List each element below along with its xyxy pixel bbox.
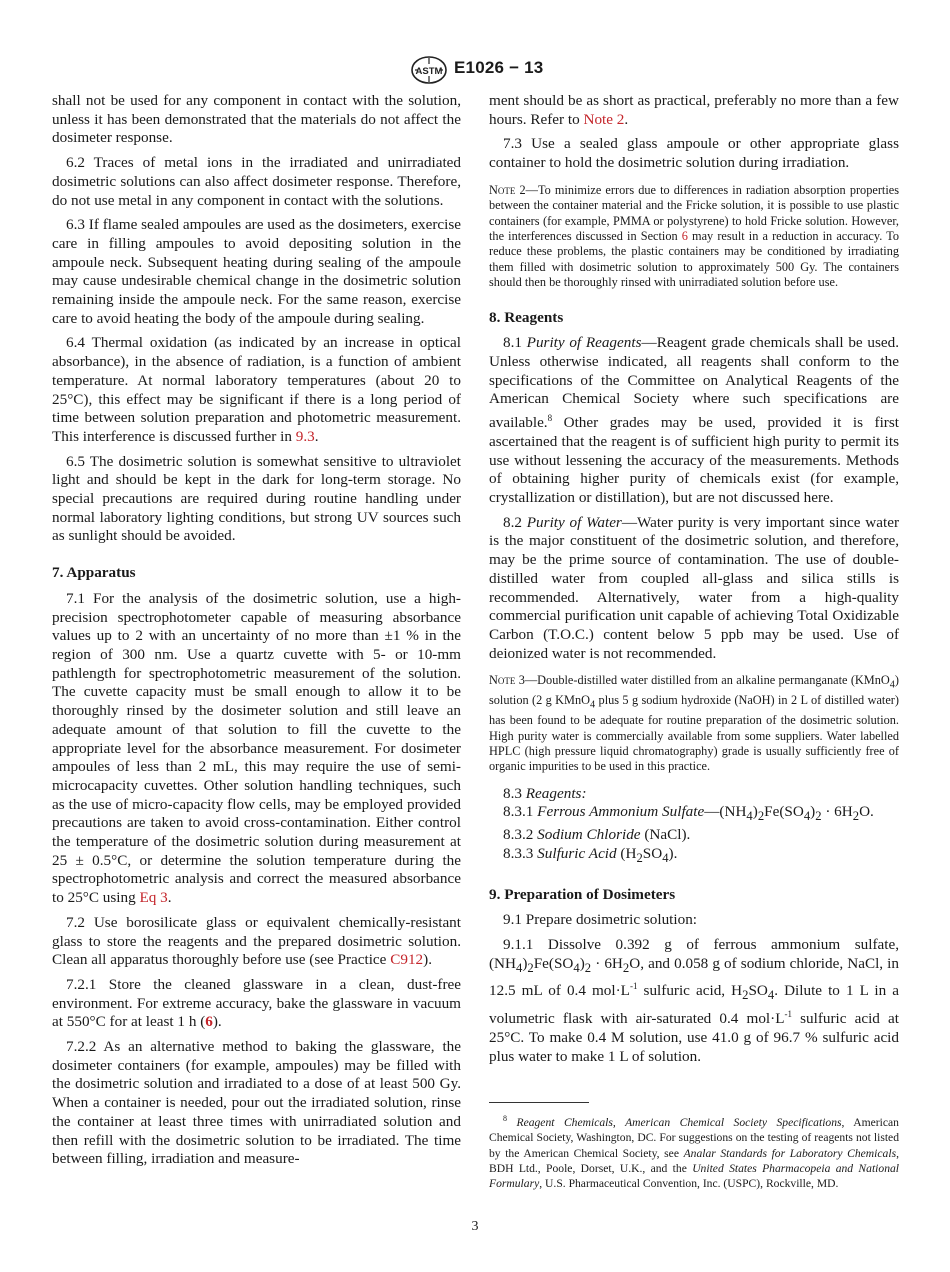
link-reference-6[interactable]: 6	[205, 1013, 213, 1031]
note-2: Note 2—To minimize errors due to differences in radiation absorption properties between the container material and the Fricke solution, it is possible to use plastic containers (for example, PMMA or polystyrene) to hold Fricke solution. However, the interferences discussed in Section 6 may result in a reduction in accuracy. To reduce these problems, the plastic containers may be conditioned by irradiating them filled with dosimetric solution to approximately 500 Gy. The containers should then be thoroughly rinsed with unirradiated solution before use.	[489, 182, 899, 290]
link-equation-3[interactable]: Eq 3	[139, 889, 168, 907]
paragraph-7-2: 7.2 Use borosilicate glass or equivalent chemically-resistant glass to store the reagents and the prepared dosimetric solution. Clean all apparatus thoroughly before use (see Practice C912).	[52, 913, 461, 969]
paragraph-7-2-1: 7.2.1 Store the cleaned glassware in a clean, dust-free environment. For extreme accuracy, bake the glassware in vacuum at 550°C for at least 1 h (6).	[52, 975, 461, 1031]
section-heading-apparatus: 7. Apparatus	[52, 564, 136, 582]
paragraph-8-1: 8.1 Purity of Reagents—Reagent grade chemicals shall be used. Unless otherwise indicated, all reagents shall conform to the specifications of the Committee on Analytical Reagents of the American Chemical Society where such specifications are available.$^8$ Other grades may be used, provided it is first ascertained that the reagent is of sufficient high purity to permit its use without lessening the accuracy of the measurements. Methods of obtaining higher purity of chemicals exist (for example, crystallization or distillation), but are not discussed here.	[489, 334, 899, 507]
paragraph-8-3-1: 8.3.1 Ferrous Ammonium $Sulfate—(NH_4)_2Fe(SO_4)_2 \cdot 6H_2O$.	[503, 803, 874, 824]
paragraph-7-2-2: 7.2.2 As an alternative method to baking the glassware, the dosimeter containers (for example, ampoules) may be filled with the dosimetric solution and irradiated to a dose of at least 500 Gy. When a container is needed, pour out the irradiated solution, rinse the container at least three times with unirradiated solution and then refill with the dosimetric solution to be irradiated. The time between filling, irradiation and measure-	[52, 1038, 461, 1168]
paragraph-8-2: 8.2 Purity of Water—Water purity is very important since water is the major constituent of the dosimetric solution, and therefore, may be the prime source of contamination. The use of double-distilled water from coupled all-glass and silica stills is recommended. Alternatively, water from a high-quality commercial purification unit capable of achieving Total Oxidizable Carbon (T.O.C.) content below 5 ppb may be used. Use of deionized water is not recommended.	[489, 513, 900, 662]
page-header	[0, 56, 950, 86]
document-number: E1026 − 13	[454, 58, 544, 77]
footnote-marker-8: 8	[547, 413, 553, 424]
paragraph-8-3: 8.3 Reagents:	[503, 784, 587, 802]
link-section-6[interactable]: 6	[681, 229, 688, 244]
paragraph-6-1-continued: shall not be used for any component in contact with the solution, unless it has been demonstrated that the materials do not affect the dosimeter response.	[52, 92, 461, 147]
link-practice-c912[interactable]: C912	[390, 951, 424, 969]
paragraph-9-1-1: 9.1.1 Dissolve 0.392 g of ferrous ammonium sulfate, $(NH_4)_2Fe(SO_4)_2 \cdot 6H_2O$, and 0.058 g of sodium chloride, NaCl, in 12.5 mL of 0.4 $mol\cdot L^{-1}$ sulfuric acid, $H_2SO_4$. Dilute to 1 L in a volumetric flask with air-saturated 0.4 $mol\cdot L^{-1}$ sulfuric acid at 25°C. To make 0.4 M solution, use 41.0 g of 96.7 % sulfuric acid plus water to make 1 L of solution.	[489, 936, 900, 1065]
astm-logo-icon	[409, 56, 449, 84]
link-section-9-3[interactable]: 9.3	[295, 427, 315, 445]
paragraph-8-3-3: 8.3.3 Sulfuric Acid $(H_2SO_4)$.	[503, 844, 678, 865]
paragraph-8-3-2: 8.3.2 Sodium Chloride (NaCl).	[503, 826, 691, 844]
paragraph-7-3: 7.3 Use a sealed glass ampoule or other appropriate glass container to hold the dosimetric solution during irradiation.	[489, 135, 899, 172]
paragraph-6-2: 6.2 Traces of metal ions in the irradiated and unirradiated dosimetric solutions can also affect dosimeter response. Therefore, do not use metal in any component in contact with the solutions.	[52, 154, 461, 209]
section-heading-reagents: 8. Reagents	[489, 308, 564, 326]
page-number: 3	[471, 1219, 479, 1234]
svg-text:ASTM: ASTM	[415, 66, 443, 77]
paragraph-7-1: 7.1 For the analysis of the dosimetric solution, use a high-precision spectrophotometer capable of measuring absorbance values up to 2 with an uncertainty of no more than ±1 % in the region of 300 nm. Use a quartz cuvette with 5- or 10-mm pathlength for spectrophotometric measurement of the solution. The cuvette capacity must be small enough to allow it to be thoroughly rinsed by the dosimeter solution and still leave an adequate amount of that solution to fill the cuvette to the appropriate level for the absorbance measurement. For dosimeter ampoules of less than 2 mL, this may require the use of semi-microcapacity cuvettes. Other solution handling techniques, such as the use of micro-capacity flow cells, may be employed provided precautions are taken to avoid cross-contamination. Either control the temperature of the dosimetric solution during measurement at 25 ± 0.5°C, or determine the solution temperature during the spectrophotometric analysis and correct the measured absorbance to 25°C using Eq 3.	[52, 589, 461, 907]
section-heading-preparation: 9. Preparation of Dosimeters	[489, 885, 676, 903]
footnote-8: $^8$ Reagent Chemicals, American Chemical Society Specifications, American Chemical Society, Washington, DC. For suggestions on the testing of reagents not listed by the American Chemical Society, see Analar Standards for Laboratory Chemicals, BDH Ltd., Poole, Dorset, U.K., and the United States Pharmacopeia and National Formulary, U.S. Pharmaceutical Convention, Inc. (USPC), Rockville, MD.	[489, 1114, 900, 1191]
paragraph-6-3: 6.3 If flame sealed ampoules are used as the dosimeters, exercise care in filling ampoules to avoid depositing solution in the ampoule neck. Subsequent heating during sealing of the ampoule may cause undesirable chemical change in the dosimetric solution remaining inside the ampoule neck. For the same reason, exercise care to avoid heating the body of the ampoule during sealing.	[52, 216, 461, 327]
paragraph-6-4: 6.4 Thermal oxidation (as indicated by an increase in optical absorbance), in the absence of radiation, is a function of ambient temperature. At normal laboratory temperatures (about 20 to 25°C), this effect may be significant if there is a long period of time between solution preparation and photometric measurement. This interference is discussed further in 9.3.	[52, 334, 461, 445]
paragraph-9-1: 9.1 Prepare dosimetric solution:	[503, 911, 698, 929]
left-column	[52, 92, 461, 1175]
right-column	[489, 92, 899, 1191]
note-3: Note 3—Double-distilled water distilled from an alkaline permanganate (KMnO$_4$) solution (2 g KMnO$_4$ plus 5 g sodium hydroxide (NaOH) in 2 L of distilled water) has been found to be adequate for routine preparation of the dosimetric solution. High purity water is commercially available from some suppliers. Water labelled HPLC (high pressure liquid chromatography) grade is usually sufficiently free of organic impurities to be used in this practice.	[489, 673, 899, 774]
footnote-divider	[489, 1102, 589, 1103]
paragraph-7-2-2-continued: ment should be as short as practical, preferably no more than a few hours. Refer to Note 2.	[489, 92, 899, 128]
paragraph-6-5: 6.5 The dosimetric solution is somewhat sensitive to ultraviolet light and should be kept in the dark for long-term storage. No special precautions are required during routine handling under normal laboratory lighting conditions, but strong UV sources such as sunlight should be avoided.	[52, 452, 461, 545]
link-note-2[interactable]: Note 2	[583, 110, 625, 128]
